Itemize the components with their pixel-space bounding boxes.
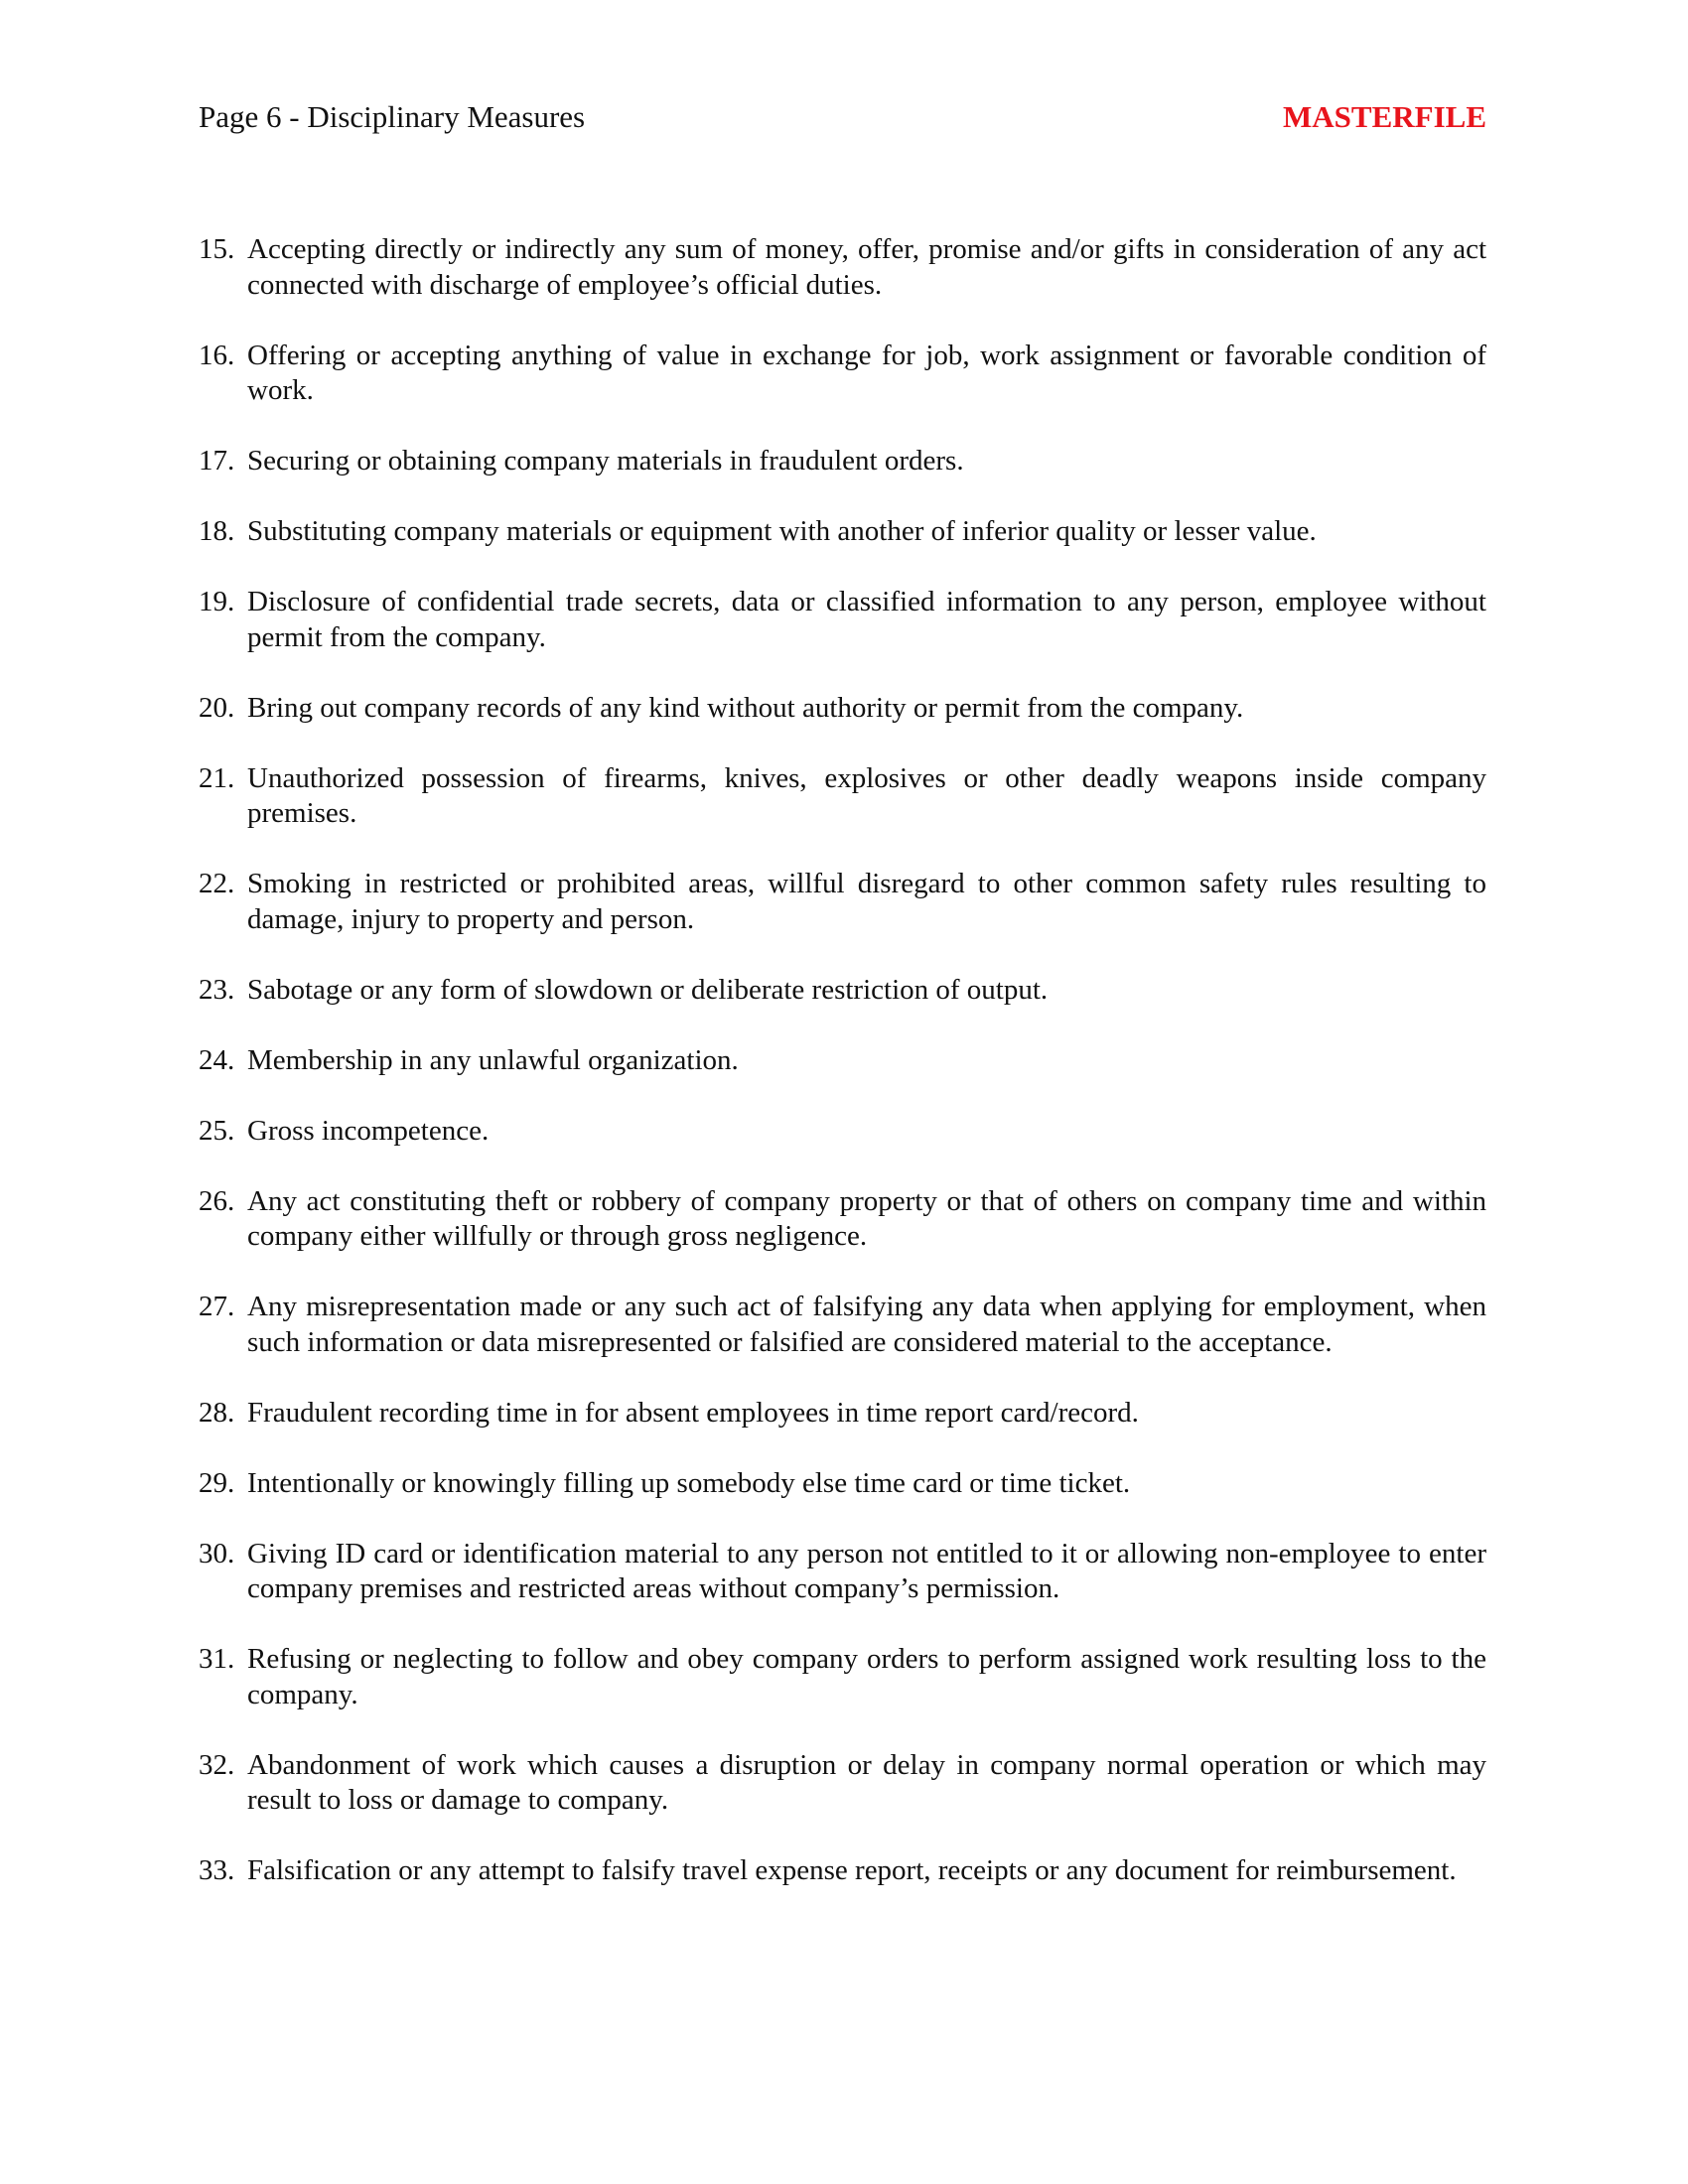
item-number: 25. — [199, 1114, 235, 1147]
item-text: Securing or obtaining company materials in fraudulent orders. — [247, 445, 964, 477]
item-text: Substituting company materials or equipment with another of inferior quality or lesser value. — [247, 515, 1317, 547]
list-item — [199, 761, 1486, 832]
item-text: Accepting directly or indirectly any sum of money, offer, promise and/or gifts in consideration of any act connected with discharge of employee’s official duties. — [247, 233, 1486, 301]
item-number: 33. — [199, 1854, 235, 1886]
list-item — [199, 1748, 1486, 1819]
item-number: 22. — [199, 868, 235, 899]
item-number: 26. — [199, 1184, 235, 1217]
list-item — [199, 1396, 1486, 1432]
list-item — [199, 1114, 1486, 1150]
list-item — [199, 1642, 1486, 1712]
list-item — [199, 585, 1486, 655]
list-item — [199, 1853, 1486, 1889]
item-text: Unauthorized possession of firearms, knives, explosives or other deadly weapons inside company premises. — [247, 761, 1486, 829]
list-item — [199, 339, 1486, 409]
item-text: Refusing or neglecting to follow and obey company orders to perform assigned work resulting loss to the company. — [247, 1643, 1486, 1710]
item-number: 32. — [199, 1748, 235, 1781]
page-title: Page 6 - Disciplinary Measures — [199, 99, 586, 134]
list-item — [199, 1466, 1486, 1502]
item-number: 21. — [199, 761, 235, 794]
disciplinary-offenses-list — [199, 232, 1486, 1924]
list-item — [199, 973, 1486, 1009]
item-number: 24. — [199, 1043, 235, 1076]
item-number: 16. — [199, 339, 235, 371]
item-number: 18. — [199, 515, 235, 547]
item-number: 19. — [199, 586, 235, 617]
list-item — [199, 232, 1486, 303]
list-item — [199, 1290, 1486, 1360]
item-number: 30. — [199, 1537, 235, 1570]
item-text: Any misrepresentation made or any such act of falsifying any data when applying for employment, when such information or data misrepresented or falsified are considered material to the acceptance. — [247, 1291, 1486, 1358]
list-item — [199, 514, 1486, 550]
item-text: Gross incompetence. — [247, 1114, 490, 1147]
item-text: Sabotage or any form of slowdown or deliberate restriction of output. — [247, 973, 1049, 1006]
item-text: Intentionally or knowingly filling up somebody else time card or time ticket. — [247, 1466, 1131, 1499]
item-text: Giving ID card or identification material to any person not entitled to it or allowing non-employee to enter company premises and restricted areas without company’s permission. — [247, 1537, 1486, 1604]
list-item — [199, 691, 1486, 727]
list-item — [199, 1537, 1486, 1607]
item-text: Abandonment of work which causes a disruption or delay in company normal operation or which may result to loss or damage to company. — [247, 1748, 1486, 1816]
item-number: 29. — [199, 1466, 235, 1499]
item-number: 17. — [199, 445, 235, 477]
item-text: Offering or accepting anything of value in exchange for job, work assignment or favorable condition of work. — [247, 339, 1486, 406]
list-item — [199, 867, 1486, 937]
item-number: 15. — [199, 233, 235, 265]
item-text: Membership in any unlawful organization. — [247, 1043, 739, 1076]
brand-label: MASTERFILE — [1283, 99, 1486, 134]
item-number: 27. — [199, 1291, 235, 1322]
list-item — [199, 1043, 1486, 1079]
item-number: 28. — [199, 1396, 235, 1429]
item-number: 23. — [199, 973, 235, 1006]
item-text: Any act constituting theft or robbery of company property or that of others on company time and within company either willfully or through gross negligence. — [247, 1184, 1486, 1252]
item-number: 31. — [199, 1643, 235, 1675]
item-text: Bring out company records of any kind without authority or permit from the company. — [247, 691, 1244, 724]
item-text: Disclosure of confidential trade secrets, data or classified information to any person, employee without permit from the company. — [247, 586, 1486, 653]
item-number: 20. — [199, 691, 235, 724]
item-text: Smoking in restricted or prohibited areas, willful disregard to other common safety rules resulting to damage, injury to property and person. — [247, 868, 1486, 935]
item-text: Fraudulent recording time in for absent employees in time report card/record. — [247, 1396, 1139, 1429]
list-item — [199, 444, 1486, 479]
list-item — [199, 1184, 1486, 1255]
page-header — [199, 97, 1486, 147]
item-text: Falsification or any attempt to falsify travel expense report, receipts or any document for reimbursement. — [247, 1854, 1457, 1886]
